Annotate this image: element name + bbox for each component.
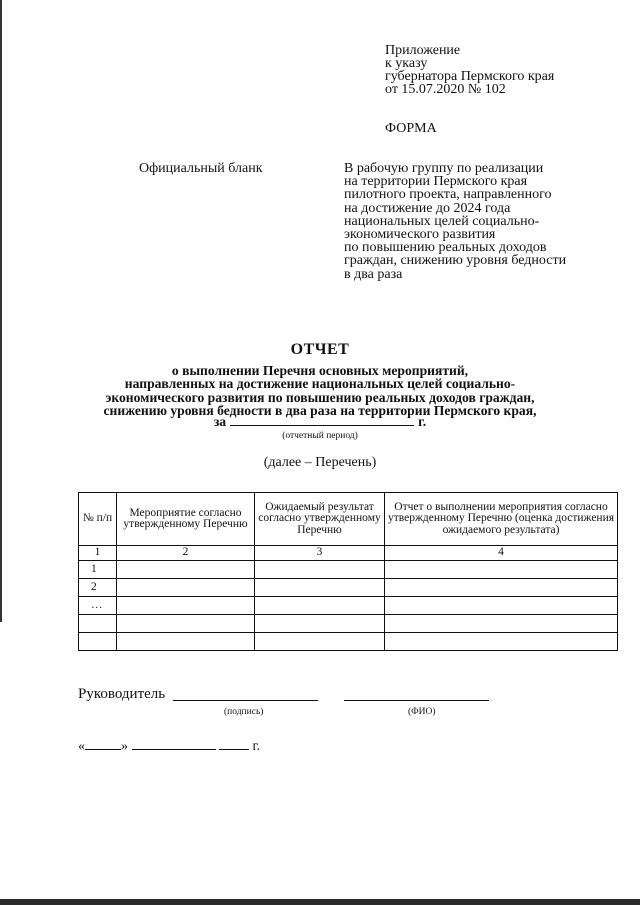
full-name-label: (ФИО) xyxy=(408,707,436,717)
date-line xyxy=(78,738,260,755)
official-blank-label: Официальный бланк xyxy=(139,161,263,176)
column-number: 4 xyxy=(385,546,618,561)
recipient-line: по повышению реальных доходов xyxy=(344,240,547,256)
appendix-line: губернатора Пермского края xyxy=(385,69,555,84)
subtitle-line: направленных на достижение национальных целей социально- xyxy=(124,376,516,392)
header-measure: Мероприятие согласно утвержденному Перечню xyxy=(117,493,255,546)
row-number xyxy=(79,615,117,633)
subtitle-line: о выполнении Перечня основных мероприятий, xyxy=(171,363,469,378)
table-cell[interactable] xyxy=(117,597,255,615)
table-cell[interactable] xyxy=(117,633,255,651)
signature-label: (подпись) xyxy=(224,707,264,717)
column-number: 3 xyxy=(255,546,385,561)
table-cell[interactable] xyxy=(255,561,385,579)
table-row xyxy=(79,597,618,615)
header-number: № п/п xyxy=(79,493,117,546)
table-cell[interactable] xyxy=(385,561,618,579)
table-row xyxy=(79,561,618,579)
subtitle-line: снижению уровня бедности в два раза на территории Пермского края, xyxy=(103,403,537,419)
recipient-line: национальных целей социально- xyxy=(344,213,540,229)
row-number: … xyxy=(79,597,117,615)
table-cell[interactable] xyxy=(385,615,618,633)
table-cell[interactable] xyxy=(255,579,385,597)
header-expected-result: Ожидаемый результат согласно утвержденному Перечню xyxy=(255,493,385,546)
subtitle-line: экономического развития по повышению реальных доходов граждан, xyxy=(105,389,535,405)
period-blank-field[interactable] xyxy=(230,414,414,426)
recipient-line: пилотного проекта, направленного xyxy=(344,187,552,203)
full-name-field[interactable] xyxy=(344,700,489,701)
date-day-field[interactable] xyxy=(85,738,121,750)
period-prefix: за xyxy=(213,414,227,429)
table-cell[interactable] xyxy=(385,579,618,597)
table-cell[interactable] xyxy=(255,633,385,651)
table-cell[interactable] xyxy=(255,615,385,633)
scan-edge-line xyxy=(0,0,2,622)
table-row xyxy=(79,579,618,597)
row-number xyxy=(79,633,117,651)
report-title: ОТЧЕТ xyxy=(290,341,350,358)
table-cell[interactable] xyxy=(117,615,255,633)
recipient-line: на территории Пермского края xyxy=(344,174,528,190)
recipient-line: на достижение до 2024 года xyxy=(344,200,511,216)
date-year-field[interactable] xyxy=(219,738,249,750)
measures-table xyxy=(78,492,618,651)
recipient-line: в два раза xyxy=(344,266,403,282)
table-row xyxy=(79,633,618,651)
appendix-line: Приложение xyxy=(385,43,461,58)
recipient-line: экономического развития xyxy=(344,227,496,243)
table-cell[interactable] xyxy=(117,561,255,579)
recipient-line: граждан, снижению уровня бедности xyxy=(344,253,567,269)
appendix-block xyxy=(385,44,554,96)
report-subtitle xyxy=(60,364,580,418)
signer-role: Руководитель xyxy=(78,686,166,702)
appendix-line: к указу xyxy=(385,56,428,71)
column-number: 1 xyxy=(79,546,117,561)
row-number: 2 xyxy=(79,579,117,597)
signature-field[interactable] xyxy=(173,700,318,701)
date-year-suffix: г. xyxy=(252,739,261,754)
form-label: ФОРМА xyxy=(385,121,437,136)
table-row xyxy=(79,615,618,633)
recipient-block xyxy=(344,162,566,281)
column-number: 2 xyxy=(117,546,255,561)
table-cell[interactable] xyxy=(255,597,385,615)
table-column-numbers-row xyxy=(79,546,618,561)
report-period-line xyxy=(0,414,640,430)
table-header-row xyxy=(79,493,618,546)
scan-bottom-edge xyxy=(0,899,640,905)
date-open-quote: « xyxy=(78,739,85,754)
header-report: Отчет о выполнении мероприятия согласно утвержденному Перечню (оценка достижения ожидаемого результата) xyxy=(385,493,618,546)
table-cell[interactable] xyxy=(117,579,255,597)
date-close-quote: » xyxy=(121,739,128,754)
recipient-line: В рабочую группу по реализации xyxy=(344,161,544,176)
date-month-field[interactable] xyxy=(132,738,216,750)
table-cell[interactable] xyxy=(385,597,618,615)
further-note: (далее – Перечень) xyxy=(263,455,377,470)
appendix-line: от 15.07.2020 № 102 xyxy=(385,82,506,97)
table-cell[interactable] xyxy=(385,633,618,651)
row-number: 1 xyxy=(79,561,117,579)
period-suffix: г. xyxy=(418,414,427,429)
period-note: (отчетный период) xyxy=(282,431,358,441)
